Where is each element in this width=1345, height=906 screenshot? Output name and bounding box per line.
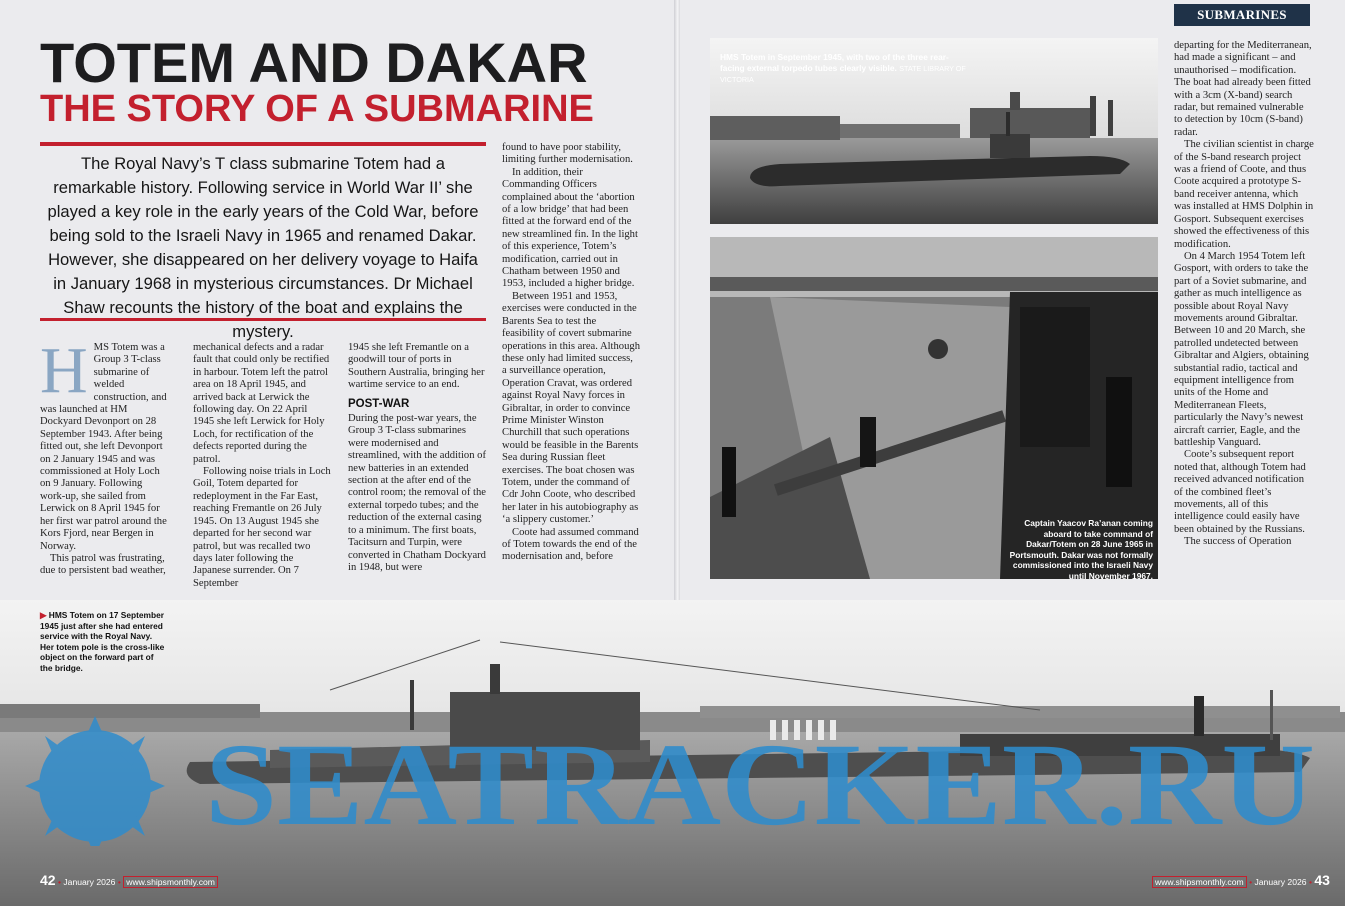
paragraph: On 4 March 1954 Totem left Gosport, with orders to take the part of a Soviet submarine, and gather as much intelligence as possible about Royal Navy movements around Gibraltar. Between 10 and 20 March, she patrolled undetected between Gibraltar and Algiers, obtaining substantial radio, tactical and equipment intelligence from units of the Home and Mediterranean Fleets, particularly the Navy’s newest aircraft carrier, Eagle, and the battleship Vanguard. bbox=[1174, 250, 1309, 448]
caption-bottom-left: ▶ HMS Totem on 17 September 1945 just after she had entered service with the Royal Navy. Her totem pole is the cross-like object on the forward part of the bridge. bbox=[40, 610, 165, 673]
article-column-2 bbox=[193, 342, 331, 590]
page-number-right: 43 bbox=[1314, 872, 1330, 888]
drop-cap: H bbox=[40, 334, 88, 407]
headline-rule bbox=[40, 142, 486, 146]
paragraph: During the post-war years, the Group 3 T-class submarines were modernised and streamlined, with the addition of new batteries in an extended section at the after end of the control room; the removal of the external torpedo tubes; and the reduction of the external casing to a minimum. The first boats, Tacitsurn and Turpin, were converted in Chatham Dockyard in 1948, but were bbox=[348, 413, 486, 573]
caption-middle-right: Captain Yaacov Ra’anan coming aboard to take command of Dakar/Totem on 28 June 1965 in Portsmouth. Dakar was not formally commissioned into the Israeli Navy until November 1967. bbox=[1009, 518, 1153, 581]
article-column-4 bbox=[502, 142, 640, 564]
footer-right: www.shipsmonthly.com • January 2026 • 43 bbox=[1152, 872, 1330, 888]
watermark-emblem-icon bbox=[25, 716, 165, 846]
footer-left: 42 • January 2026 • www.shipsmonthly.com bbox=[40, 872, 218, 888]
section-tag: SUBMARINES bbox=[1174, 4, 1310, 26]
watermark bbox=[0, 706, 1345, 846]
website-link-right[interactable]: www.shipsmonthly.com bbox=[1152, 876, 1247, 888]
caption-arrow-icon: ▶ bbox=[40, 610, 49, 620]
standfirst-rule bbox=[40, 318, 486, 321]
paragraph: Coote had assumed command of Totem towards the end of the modernisation and, before bbox=[502, 526, 639, 563]
article-column-5 bbox=[1174, 40, 1314, 549]
issue-date-right: January 2026 bbox=[1254, 877, 1307, 887]
paragraph: This patrol was frustrating, due to persistent bad weather, bbox=[40, 552, 166, 577]
paragraph: Between 1951 and 1953, exercises were conducted in the Barents Sea to test the feasibility of covert submarine operations in this area. Although these only had limited success, a surveillance operation, Operation Cravat, was ordered against Royal Navy forces in Gibraltar, in order to convince Prime Minister Winston Churchill that such operations would be feasible in the Barents Sea during Russian fleet exercises. The boat chosen was Totem, under the command of Cdr John Coote, who described her later in his autobiography as ‘a slippery customer.’ bbox=[502, 290, 640, 526]
paragraph: The success of Operation bbox=[1184, 536, 1292, 548]
website-link-left[interactable]: www.shipsmonthly.com bbox=[123, 876, 218, 888]
headline-sub: THE STORY OF A SUBMARINE bbox=[40, 88, 594, 130]
page-number-left: 42 bbox=[40, 872, 56, 888]
paragraph: The civilian scientist in charge of the S-band research project was a friend of Coote, and thus Coote acquired a prototype S-band receiver antenna, which was installed at HMS Dolphin in Gosport. Subsequent exercises showed the effectiveness of this modification. bbox=[1174, 139, 1314, 250]
paragraph: MS Totem was a Group 3 T-class submarine of welded construction, and was launched at HM Dockyard Devonport on 28 September 1943. After being fitted out, she left Devonport on 2 January 1945 and was commissioned at Holy Loch on 9 January. Following work-up, she sailed from Lerwick on 8 April 1945 for her first war patrol around the Kors Fjord, near Bergen in Norway. bbox=[40, 342, 167, 552]
paragraph: In addition, their Commanding Officers complained about the ‘abortion of a low bridge’ that had been fitted at the forward end of the new streamlined fin. In the light of this experience, Totem’s modification, carried out in Chatham between 1950 and 1953, included a higher bridge. bbox=[502, 166, 638, 290]
paragraph: mechanical defects and a radar fault that could only be rectified in harbour. Totem left the patrol area on 18 April 1945, and arrived back at Lerwick the following day. On 22 April 1945 she left Lerwick for Holy Loch, for rectification of the defects reported during the patrol. bbox=[193, 342, 330, 465]
article-column-3 bbox=[348, 342, 486, 574]
article-column-1 bbox=[40, 334, 170, 578]
standfirst: The Royal Navy’s T class submarine Totem had a remarkable history. Following service in World War II’ she played a key role in the early years of the Cold War, before being sold to the Israeli Navy in 1965 and renamed Dakar. However, she disappeared on her delivery voyage to Haifa in January 1968 in mysterious circumstances. Dr Michael Shaw recounts the history of the boat and explains the mystery. bbox=[47, 154, 479, 341]
paragraph: 1945 she left Fremantle on a goodwill tour of ports in Southern Australia, bringing her wartime service to an end. bbox=[348, 342, 485, 391]
photo-credit: STATE LIBRARY OF VICTORIA bbox=[720, 63, 966, 85]
issue-date-left: January 2026 bbox=[63, 877, 116, 887]
caption-top-right: HMS Totem in September 1945, with two of the three rear-facing external torpedo tubes clearly visible. STATE LIBRARY OF VICTORIA bbox=[720, 52, 966, 85]
watermark-text: SEATRACKER.RU bbox=[205, 719, 1315, 846]
paragraph: Coote’s subsequent report noted that, although Totem had received advanced notification of the combined fleet’s movements, all of this intelligence could easily have been obtained by the Russians. bbox=[1174, 449, 1306, 535]
paragraph: found to have poor stability, limiting further modernisation. bbox=[502, 142, 633, 166]
paragraph: Following noise trials in Loch Goil, Totem departed for redeployment in the Far East, reaching Fremantle on 26 July 1945. On 13 August 1945 she departed for her second war patrol, but was recalled two days later following the Japanese surrender. On 7 September bbox=[193, 466, 331, 589]
headline-main: TOTEM AND DAKAR bbox=[40, 31, 588, 94]
paragraph: departing for the Mediterranean, had made a significant – and unauthorised – modification. The boat had already been fitted with a 3cm (X-band) search radar, but remained vulnerable to detection by 10cm (S-band) radar. bbox=[1174, 40, 1312, 138]
subhead-post-war: POST-WAR bbox=[348, 397, 410, 410]
